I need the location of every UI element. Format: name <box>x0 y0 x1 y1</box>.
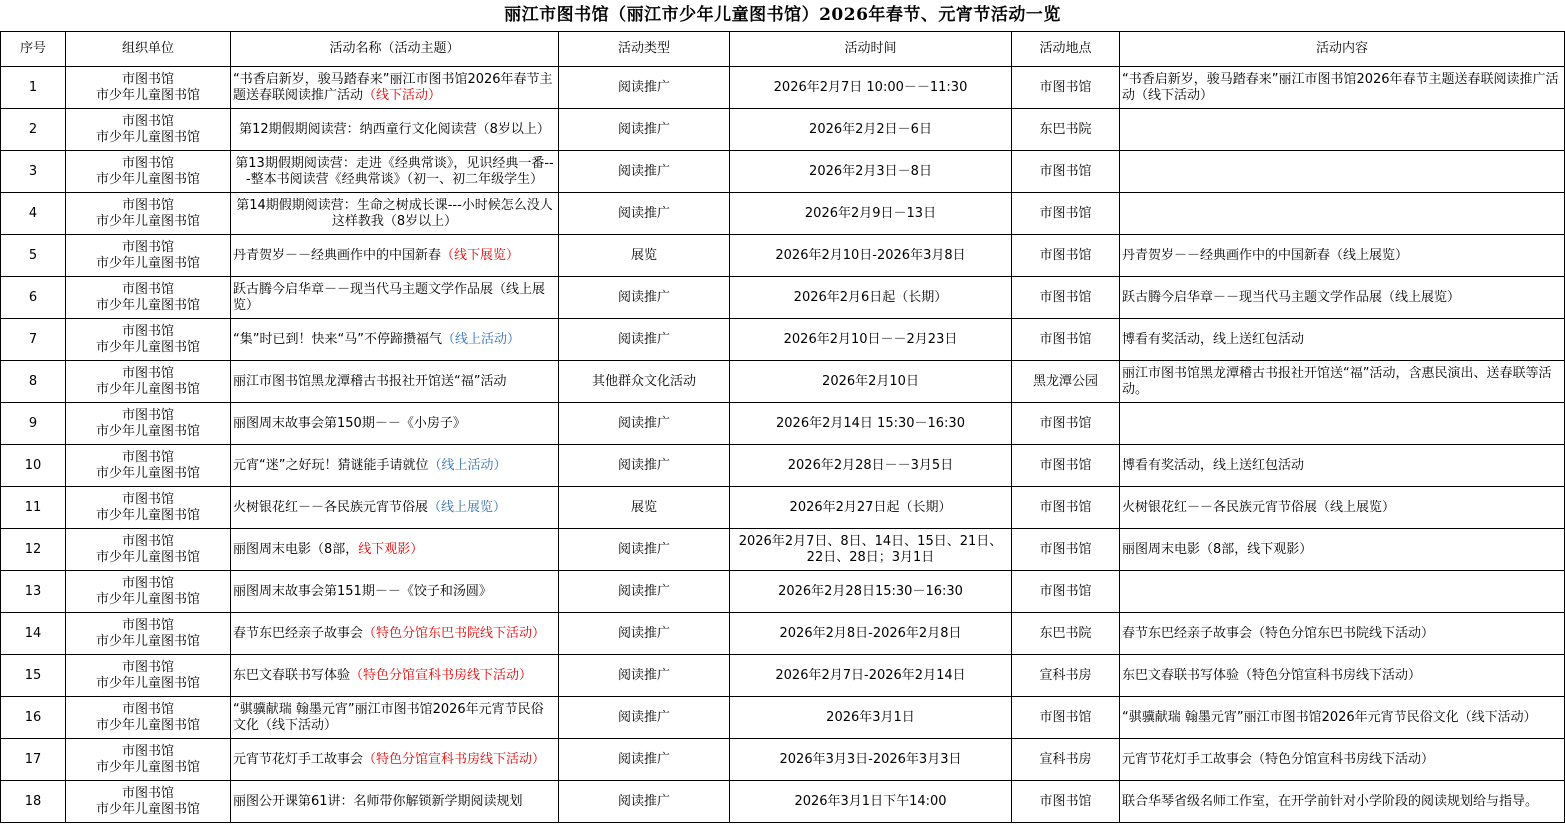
cell-org <box>66 613 231 655</box>
name-wrap <box>233 542 556 558</box>
time-wrap: 2026年2月27日起（长期） <box>789 499 952 515</box>
cell-type: 阅读推广 <box>559 613 730 655</box>
cell-org <box>66 193 231 235</box>
cell-no: 16 <box>1 697 66 739</box>
cell-time <box>730 571 1012 613</box>
name-text: 跃古腾今启华章－－现当代马主题文学作品展（线上展览） <box>233 281 546 313</box>
table-row <box>1 445 1565 487</box>
org-line-2: 市少年儿童图书馆 <box>95 381 200 397</box>
cell-time <box>730 739 1012 781</box>
name-wrap <box>233 374 556 390</box>
cell-name <box>231 613 559 655</box>
cell-time <box>730 67 1012 109</box>
sheet-title: 丽江市图书馆（丽江市少年儿童图书馆）2026年春节、元宵节活动一览 <box>504 5 1061 25</box>
org-line-2: 市少年儿童图书馆 <box>95 801 200 817</box>
cell-place: 东巴书院 <box>1012 613 1120 655</box>
cell-name <box>231 529 559 571</box>
cell-place: 市图书馆 <box>1012 319 1120 361</box>
org-line-1: 市图书馆 <box>121 71 174 87</box>
cell-name <box>231 781 559 823</box>
name-text: 元宵“迷”之好玩！猜谜能手请就位 <box>233 457 429 473</box>
name-text: 火树银花红－－各民族元宵节俗展 <box>233 499 429 515</box>
cell-type: 阅读推广 <box>559 67 730 109</box>
cell-org <box>66 571 231 613</box>
cell-place: 市图书馆 <box>1012 277 1120 319</box>
cell-place: 市图书馆 <box>1012 193 1120 235</box>
cell-type: 阅读推广 <box>559 445 730 487</box>
time-wrap: 2026年2月8日-2026年2月8日 <box>779 625 962 641</box>
cell-content <box>1120 613 1565 655</box>
cell-time <box>730 235 1012 277</box>
cell-type: 阅读推广 <box>559 109 730 151</box>
name-text: 丽图周末故事会第151期－－《饺子和汤圆》 <box>233 583 492 599</box>
cell-type: 阅读推广 <box>559 739 730 781</box>
cell-place: 市图书馆 <box>1012 781 1120 823</box>
cell-no: 13 <box>1 571 66 613</box>
cell-no: 11 <box>1 487 66 529</box>
cell-type: 阅读推广 <box>559 277 730 319</box>
org-line-1: 市图书馆 <box>121 701 174 717</box>
cell-org <box>66 235 231 277</box>
table-row <box>1 655 1565 697</box>
cell-type: 阅读推广 <box>559 319 730 361</box>
content-wrap: “骐骥献瑞 翰墨元宵”丽江市图书馆2026年元宵节民俗文化（线下活动） <box>1122 709 1537 725</box>
name-wrap <box>233 156 556 188</box>
time-wrap: 2026年3月3日-2026年3月3日 <box>779 751 962 767</box>
name-wrap <box>233 122 556 138</box>
org-line-2: 市少年儿童图书馆 <box>95 507 200 523</box>
table-row <box>1 109 1565 151</box>
cell-no: 1 <box>1 67 66 109</box>
name-text: 春节东巴经亲子故事会 <box>233 625 364 641</box>
name-text: “骐骥献瑞 翰墨元宵”丽江市图书馆2026年元宵节民俗文化（线下活动） <box>233 701 544 733</box>
cell-no: 5 <box>1 235 66 277</box>
cell-time <box>730 445 1012 487</box>
cell-name <box>231 235 559 277</box>
cell-place: 宣科书房 <box>1012 655 1120 697</box>
cell-time <box>730 319 1012 361</box>
cell-org <box>66 655 231 697</box>
cell-org <box>66 445 231 487</box>
time-wrap: 2026年2月3日－8日 <box>809 163 932 179</box>
cell-content <box>1120 487 1565 529</box>
table-row <box>1 67 1565 109</box>
time-wrap: 2026年2月7日-2026年2月14日 <box>775 667 966 683</box>
time-wrap: 2026年2月2日－6日 <box>809 121 932 137</box>
cell-place: 市图书馆 <box>1012 445 1120 487</box>
content-wrap: 东巴文春联书写体验（特色分馆宣科书房线下活动） <box>1122 667 1422 683</box>
table-row <box>1 319 1565 361</box>
table-row <box>1 277 1565 319</box>
cell-time <box>730 655 1012 697</box>
cell-name <box>231 151 559 193</box>
cell-name <box>231 193 559 235</box>
cell-name <box>231 697 559 739</box>
cell-org <box>66 109 231 151</box>
cell-name <box>231 487 559 529</box>
table-row <box>1 151 1565 193</box>
cell-type: 其他群众文化活动 <box>559 361 730 403</box>
cell-time <box>730 109 1012 151</box>
org-line-1: 市图书馆 <box>121 491 174 507</box>
name-text: “集”时已到！快来“马”不停蹄攒福气 <box>233 331 442 347</box>
cell-no: 15 <box>1 655 66 697</box>
cell-org <box>66 67 231 109</box>
cell-no: 9 <box>1 403 66 445</box>
org-line-1: 市图书馆 <box>121 449 174 465</box>
time-wrap: 2026年2月14日 15:30－16:30 <box>776 415 965 431</box>
table-row <box>1 571 1565 613</box>
content-wrap: 丹青贺岁－－经典画作中的中国新春（线上展览） <box>1122 247 1409 263</box>
table-row <box>1 739 1565 781</box>
cell-org <box>66 487 231 529</box>
cell-place: 黑龙潭公园 <box>1012 361 1120 403</box>
name-tag: （线上展览） <box>428 499 507 515</box>
org-line-1: 市图书馆 <box>121 575 174 591</box>
cell-org <box>66 697 231 739</box>
org-line-2: 市少年儿童图书馆 <box>95 255 200 271</box>
org-line-2: 市少年儿童图书馆 <box>95 213 200 229</box>
time-wrap: 2026年2月7日、8日、14日、15日、21日、22日、28日；3月1日 <box>738 533 1003 565</box>
cell-place: 东巴书院 <box>1012 109 1120 151</box>
cell-content <box>1120 67 1565 109</box>
name-wrap <box>233 248 556 264</box>
name-tag: （特色分馆东巴书院线下活动） <box>363 625 546 641</box>
cell-no: 14 <box>1 613 66 655</box>
name-wrap <box>233 626 556 642</box>
org-line-2: 市少年儿童图书馆 <box>95 675 200 691</box>
org-line-1: 市图书馆 <box>121 281 174 297</box>
org-line-1: 市图书馆 <box>121 407 174 423</box>
cell-content <box>1120 109 1565 151</box>
cell-place: 市图书馆 <box>1012 67 1120 109</box>
name-tag: （线上活动） <box>428 457 507 473</box>
cell-place: 市图书馆 <box>1012 697 1120 739</box>
org-line-1: 市图书馆 <box>121 323 174 339</box>
content-wrap: 联合华琴省级名师工作室，在开学前针对小学阶段的阅读规划给与指导。 <box>1122 793 1539 809</box>
name-tag: （线上活动） <box>441 331 520 347</box>
cell-time <box>730 277 1012 319</box>
name-text: 丹青贺岁－－经典画作中的中国新春 <box>233 247 442 263</box>
time-wrap: 2026年2月28日－－3月5日 <box>787 457 954 473</box>
name-text: 丽图周末故事会第150期－－《小房子》 <box>233 415 466 431</box>
org-line-1: 市图书馆 <box>121 365 174 381</box>
cell-content <box>1120 529 1565 571</box>
name-text: 丽江市图书馆黑龙潭稽古书报社开馆送“福”活动 <box>233 373 507 389</box>
cell-name <box>231 739 559 781</box>
cell-no: 8 <box>1 361 66 403</box>
name-wrap <box>233 416 556 432</box>
cell-name <box>231 403 559 445</box>
table-row <box>1 529 1565 571</box>
cell-content <box>1120 571 1565 613</box>
header-no: 序号 <box>1 32 66 67</box>
cell-content <box>1120 655 1565 697</box>
org-line-1: 市图书馆 <box>121 113 174 129</box>
cell-time <box>730 487 1012 529</box>
cell-content <box>1120 277 1565 319</box>
cell-no: 17 <box>1 739 66 781</box>
org-line-1: 市图书馆 <box>121 155 174 171</box>
header-row <box>1 32 1565 67</box>
cell-time <box>730 361 1012 403</box>
cell-name <box>231 445 559 487</box>
cell-place: 市图书馆 <box>1012 571 1120 613</box>
name-tag: （线下展览） <box>441 247 520 263</box>
name-wrap <box>233 332 556 348</box>
cell-org <box>66 739 231 781</box>
cell-content <box>1120 739 1565 781</box>
time-wrap: 2026年2月28日15:30－16:30 <box>778 583 963 599</box>
cell-no: 7 <box>1 319 66 361</box>
cell-time <box>730 697 1012 739</box>
cell-type: 展览 <box>559 487 730 529</box>
content-wrap: 跃古腾今启华章－－现当代马主题文学作品展（线上展览） <box>1122 289 1461 305</box>
cell-no: 18 <box>1 781 66 823</box>
name-wrap <box>233 282 556 314</box>
cell-time <box>730 403 1012 445</box>
time-wrap: 2026年3月1日下午14:00 <box>794 793 947 809</box>
cell-time <box>730 193 1012 235</box>
cell-content <box>1120 151 1565 193</box>
content-wrap: 丽图周末电影（8部，线下观影） <box>1122 541 1313 557</box>
cell-place: 宣科书房 <box>1012 739 1120 781</box>
org-line-2: 市少年儿童图书馆 <box>95 549 200 565</box>
header-type: 活动类型 <box>559 32 730 67</box>
cell-content <box>1120 781 1565 823</box>
name-text: 第14期假期阅读营：生命之树成长课---小时候怎么没人这样教我（8岁以上） <box>236 197 553 229</box>
name-wrap <box>233 72 556 104</box>
org-line-2: 市少年儿童图书馆 <box>95 339 200 355</box>
header-org: 组织单位 <box>66 32 231 67</box>
activity-table <box>0 31 1565 823</box>
table-row <box>1 781 1565 823</box>
name-tag: （线下活动） <box>363 87 442 103</box>
name-tag: （特色分馆宣科书房线下活动） <box>363 751 546 767</box>
cell-no: 3 <box>1 151 66 193</box>
table-row <box>1 361 1565 403</box>
name-text: 丽图周末电影（8部， <box>233 541 359 557</box>
name-wrap <box>233 198 556 230</box>
cell-type: 阅读推广 <box>559 151 730 193</box>
cell-time <box>730 529 1012 571</box>
cell-name <box>231 67 559 109</box>
org-line-2: 市少年儿童图书馆 <box>95 297 200 313</box>
content-wrap: 博看有奖活动，线上送红包活动 <box>1122 331 1305 347</box>
org-line-2: 市少年儿童图书馆 <box>95 633 200 649</box>
cell-type: 阅读推广 <box>559 571 730 613</box>
time-wrap: 2026年3月1日 <box>826 709 915 725</box>
name-wrap <box>233 584 556 600</box>
header-content: 活动内容 <box>1120 32 1565 67</box>
header-place: 活动地点 <box>1012 32 1120 67</box>
time-wrap: 2026年2月6日起（长期） <box>793 289 948 305</box>
time-wrap: 2026年2月10日-2026年3月8日 <box>775 247 966 263</box>
content-wrap: 元宵节花灯手工故事会（特色分馆宣科书房线下活动） <box>1122 751 1435 767</box>
cell-place: 市图书馆 <box>1012 487 1120 529</box>
cell-place: 市图书馆 <box>1012 403 1120 445</box>
cell-name <box>231 361 559 403</box>
name-text: 丽图公开课第61讲：名师带你解锁新学期阅读规划 <box>233 793 523 809</box>
cell-time <box>730 613 1012 655</box>
org-line-2: 市少年儿童图书馆 <box>95 129 200 145</box>
cell-no: 2 <box>1 109 66 151</box>
org-line-2: 市少年儿童图书馆 <box>95 171 200 187</box>
name-wrap <box>233 458 556 474</box>
table-row <box>1 235 1565 277</box>
cell-name <box>231 319 559 361</box>
cell-name <box>231 655 559 697</box>
cell-type: 阅读推广 <box>559 697 730 739</box>
time-wrap: 2026年2月7日 10:00－－11:30 <box>773 79 968 95</box>
content-wrap: “书香启新岁，骏马踏春来”丽江市图书馆2026年春节主题送春联阅读推广活动（线下活动） <box>1122 71 1559 103</box>
table-row <box>1 613 1565 655</box>
org-line-2: 市少年儿童图书馆 <box>95 759 200 775</box>
name-tag: （特色分馆宣科书房线下活动） <box>350 667 533 683</box>
org-line-1: 市图书馆 <box>121 743 174 759</box>
cell-type: 阅读推广 <box>559 529 730 571</box>
content-wrap: 火树银花红－－各民族元宵节俗展（线上展览） <box>1122 499 1396 515</box>
org-line-2: 市少年儿童图书馆 <box>95 465 200 481</box>
cell-place: 市图书馆 <box>1012 151 1120 193</box>
org-line-1: 市图书馆 <box>121 617 174 633</box>
time-wrap: 2026年2月10日 <box>822 373 919 389</box>
org-line-2: 市少年儿童图书馆 <box>95 87 200 103</box>
name-wrap <box>233 500 556 516</box>
cell-type: 阅读推广 <box>559 193 730 235</box>
org-line-2: 市少年儿童图书馆 <box>95 591 200 607</box>
name-text: 第12期假期阅读营：纳西童行文化阅读营（8岁以上） <box>239 121 550 137</box>
cell-content <box>1120 445 1565 487</box>
cell-time <box>730 151 1012 193</box>
cell-name <box>231 277 559 319</box>
cell-org <box>66 319 231 361</box>
name-tag: 线下观影） <box>358 541 424 557</box>
cell-no: 10 <box>1 445 66 487</box>
table-row <box>1 193 1565 235</box>
cell-name <box>231 109 559 151</box>
cell-type: 阅读推广 <box>559 403 730 445</box>
cell-type: 阅读推广 <box>559 655 730 697</box>
cell-content <box>1120 235 1565 277</box>
org-line-1: 市图书馆 <box>121 659 174 675</box>
name-text: 元宵节花灯手工故事会 <box>233 751 364 767</box>
org-line-1: 市图书馆 <box>121 239 174 255</box>
content-wrap: 春节东巴经亲子故事会（特色分馆东巴书院线下活动） <box>1122 625 1435 641</box>
cell-org <box>66 361 231 403</box>
org-line-2: 市少年儿童图书馆 <box>95 717 200 733</box>
cell-content <box>1120 361 1565 403</box>
cell-org <box>66 403 231 445</box>
cell-no: 12 <box>1 529 66 571</box>
cell-org <box>66 781 231 823</box>
table-row <box>1 697 1565 739</box>
org-line-2: 市少年儿童图书馆 <box>95 423 200 439</box>
name-wrap <box>233 752 556 768</box>
name-text: “书香启新岁，骏马踏春来”丽江市图书馆2026年春节主题送春联阅读推广活动 <box>233 71 553 103</box>
cell-org <box>66 277 231 319</box>
table-row <box>1 403 1565 445</box>
name-text: 东巴文春联书写体验 <box>233 667 351 683</box>
header-time: 活动时间 <box>730 32 1012 67</box>
name-text: 第13期假期阅读营：走进《经典常谈》，见识经典一番---整本书阅读营《经典常谈》（初一、初二年级学生） <box>235 155 554 187</box>
cell-content <box>1120 403 1565 445</box>
org-line-1: 市图书馆 <box>121 785 174 801</box>
org-line-1: 市图书馆 <box>121 197 174 213</box>
time-wrap: 2026年2月10日－－2月23日 <box>783 331 958 347</box>
name-wrap <box>233 702 556 734</box>
cell-content <box>1120 697 1565 739</box>
header-name: 活动名称（活动主题） <box>231 32 559 67</box>
content-wrap: 博看有奖活动，线上送红包活动 <box>1122 457 1305 473</box>
cell-no: 6 <box>1 277 66 319</box>
cell-place: 市图书馆 <box>1012 529 1120 571</box>
cell-org <box>66 151 231 193</box>
cell-type: 展览 <box>559 235 730 277</box>
cell-place: 市图书馆 <box>1012 235 1120 277</box>
name-wrap <box>233 794 556 810</box>
org-line-1: 市图书馆 <box>121 533 174 549</box>
name-wrap <box>233 668 556 684</box>
cell-type: 阅读推广 <box>559 781 730 823</box>
cell-content <box>1120 319 1565 361</box>
time-wrap: 2026年2月9日－13日 <box>804 205 937 221</box>
cell-time <box>730 781 1012 823</box>
content-wrap: 丽江市图书馆黑龙潭稽古书报社开馆送“福”活动，含惠民演出、送春联等活动。 <box>1122 365 1552 397</box>
cell-no: 4 <box>1 193 66 235</box>
table-row <box>1 487 1565 529</box>
cell-name <box>231 571 559 613</box>
cell-content <box>1120 193 1565 235</box>
cell-org <box>66 529 231 571</box>
